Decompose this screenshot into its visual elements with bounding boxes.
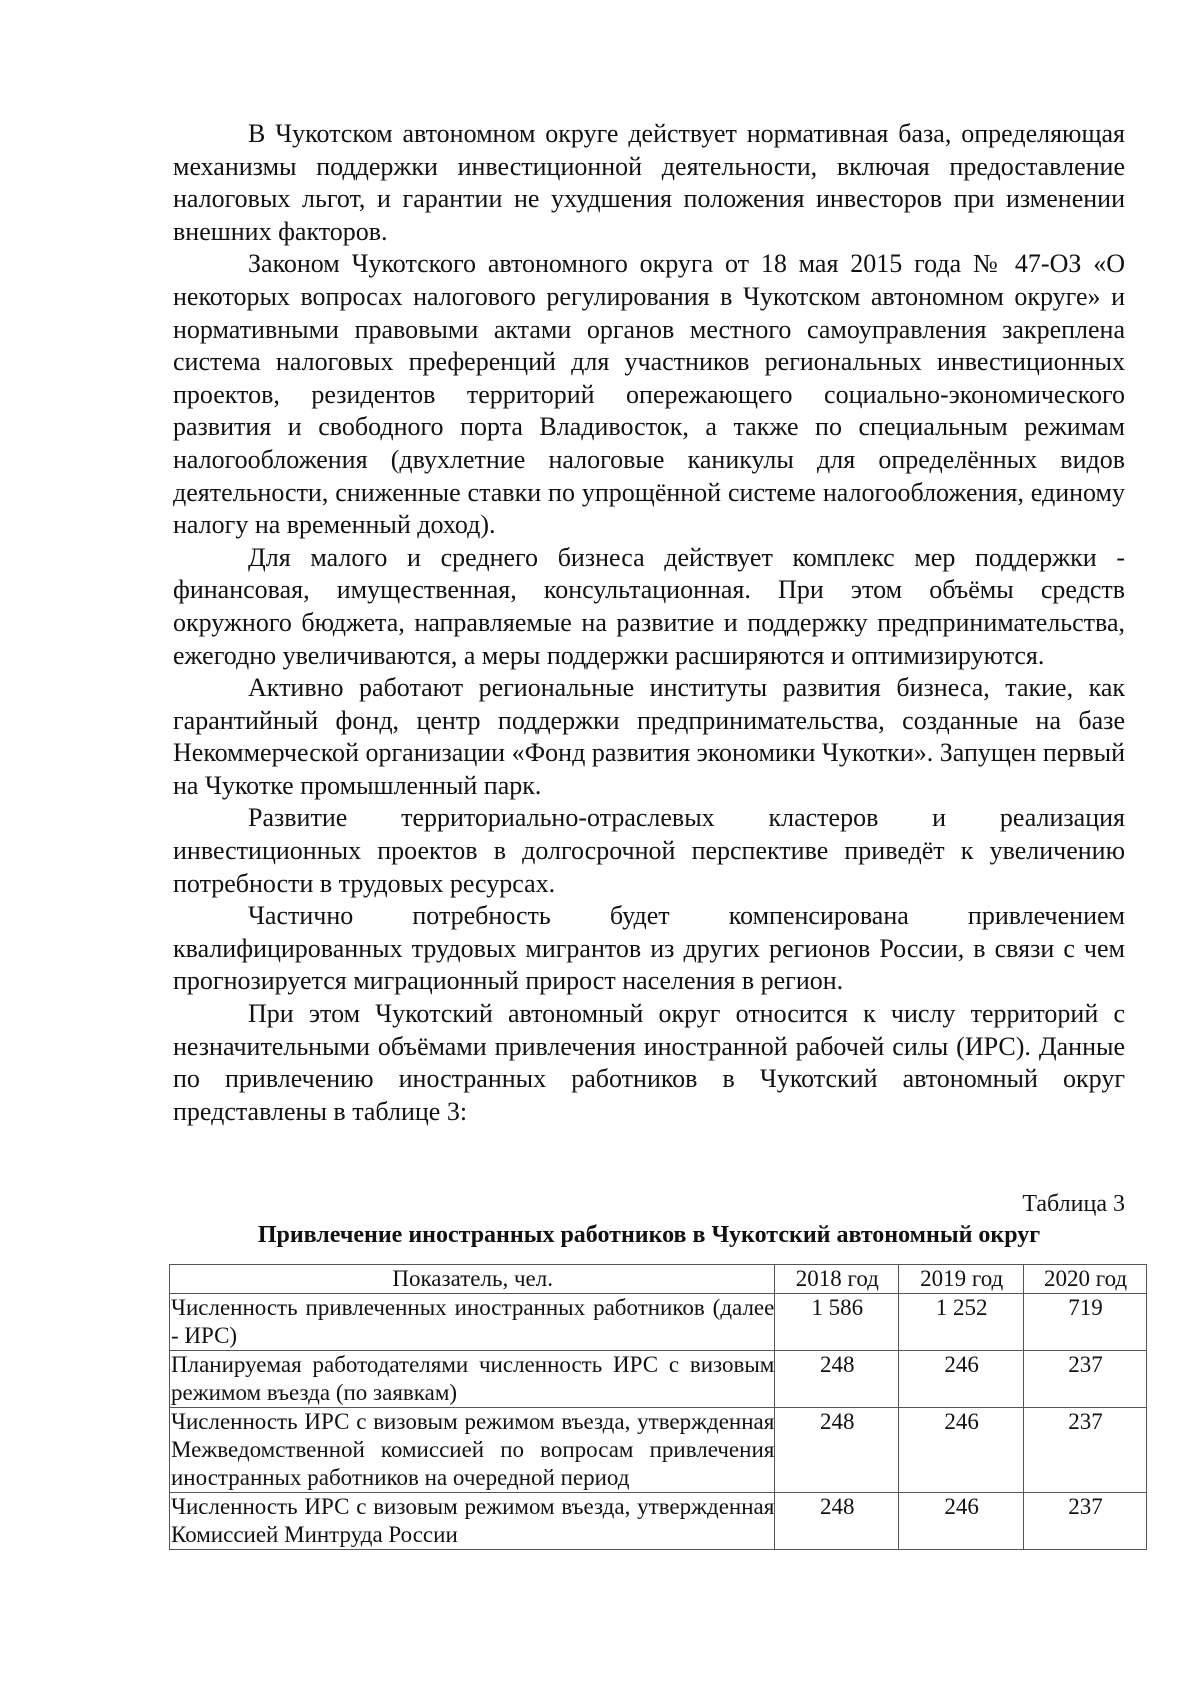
header-indicator: Показатель, чел. <box>170 1265 775 1294</box>
table-row <box>170 1493 1147 1550</box>
cell-2019: 1 252 <box>899 1294 1024 1351</box>
table-row <box>170 1351 1147 1408</box>
table-row <box>170 1294 1147 1351</box>
row-label: Численность привлеченных иностранных работников (далее - ИРС) <box>170 1294 775 1351</box>
paragraph-migrants: Частично потребность будет компенсирована привлечением квалифицированных трудовых мигрантов из других регионов России, в связи с чем прогнозируется миграционный прирост населения в регион. <box>173 901 1125 996</box>
cell-2020: 237 <box>1024 1493 1147 1550</box>
cell-2019: 246 <box>899 1351 1024 1408</box>
header-year-2020: 2020 год <box>1024 1265 1147 1294</box>
paragraph-tax-law: Законом Чукотского автономного округа от 18 мая 2015 года № 47-ОЗ «О некоторых вопросах налогового регулирования в Чукотском автономном округе» и нормативными правовыми актами органов местного самоуправления закреплена система налоговых преференций для участников региональных инвестиционных проектов, резидентов территорий опережающего социально-экономического развития и свободного порта Владивосток, а также по специальным режимам налогообложения (двухлетние налоговые каникулы для определённых видов деятельности, сниженные ставки по упрощённой системе налогообложения, единому налогу на временный доход). <box>173 249 1125 540</box>
table-header-row <box>170 1265 1147 1294</box>
row-label: Планируемая работодателями численность ИРС с визовым режимом въезда (по заявкам) <box>170 1351 775 1408</box>
cell-2020: 237 <box>1024 1408 1147 1493</box>
paragraph-clusters: Развитие территориально-отраслевых кластеров и реализация инвестиционных проектов в долгосрочной перспективе приведёт к увеличению потребности в трудовых ресурсах. <box>173 803 1125 898</box>
row-label: Численность ИРС с визовым режимом въезда, утвержденная Комиссией Минтруда России <box>170 1493 775 1550</box>
cell-2020: 719 <box>1024 1294 1147 1351</box>
cell-2019: 246 <box>899 1408 1024 1493</box>
paragraph-foreign-labor: При этом Чукотский автономный округ относится к числу территорий с незначительными объёмами привлечения иностранной рабочей силы (ИРС). Данные по привлечению иностранных работников в Чукотский автономный округ представлены в таблице 3: <box>173 999 1125 1126</box>
table-number-label: Таблица 3 <box>1022 1191 1125 1217</box>
table-title: Привлечение иностранных работников в Чукотский автономный округ <box>257 1222 1041 1248</box>
cell-2018: 1 586 <box>775 1294 899 1351</box>
cell-2018: 248 <box>775 1408 899 1493</box>
header-year-2018: 2018 год <box>775 1265 899 1294</box>
table-row <box>170 1408 1147 1493</box>
cell-2018: 248 <box>775 1351 899 1408</box>
cell-2019: 246 <box>899 1493 1024 1550</box>
body-text <box>173 118 1125 1128</box>
cell-2020: 237 <box>1024 1351 1147 1408</box>
paragraph-legal-framework: В Чукотском автономном округе действует нормативная база, определяющая механизмы поддержки инвестиционной деятельности, включая предоставление налоговых льгот, и гарантии не ухудшения положения инвесторов при изменении внешних факторов. <box>173 119 1125 246</box>
paragraph-sme-support: Для малого и среднего бизнеса действует комплекс мер поддержки - финансовая, имущественная, консультационная. При этом объёмы средств окружного бюджета, направляемые на развитие и поддержку предпринимательства, ежегодно увеличиваются, а меры поддержки расширяются и оптимизируются. <box>173 542 1125 670</box>
row-label: Численность ИРС с визовым режимом въезда, утвержденная Межведомственной комиссией по вопросам привлечения иностранных работников на очередной период <box>170 1408 775 1493</box>
header-year-2019: 2019 год <box>899 1265 1024 1294</box>
paragraph-development-institutes: Активно работают региональные институты развития бизнеса, такие, как гарантийный фонд, центр поддержки предпринимательства, созданные на базе Некоммерческой организации «Фонд развития экономики Чукотки». Запущен первый на Чукотке промышленный парк. <box>173 673 1125 800</box>
foreign-workers-table <box>169 1264 1147 1550</box>
cell-2018: 248 <box>775 1493 899 1550</box>
